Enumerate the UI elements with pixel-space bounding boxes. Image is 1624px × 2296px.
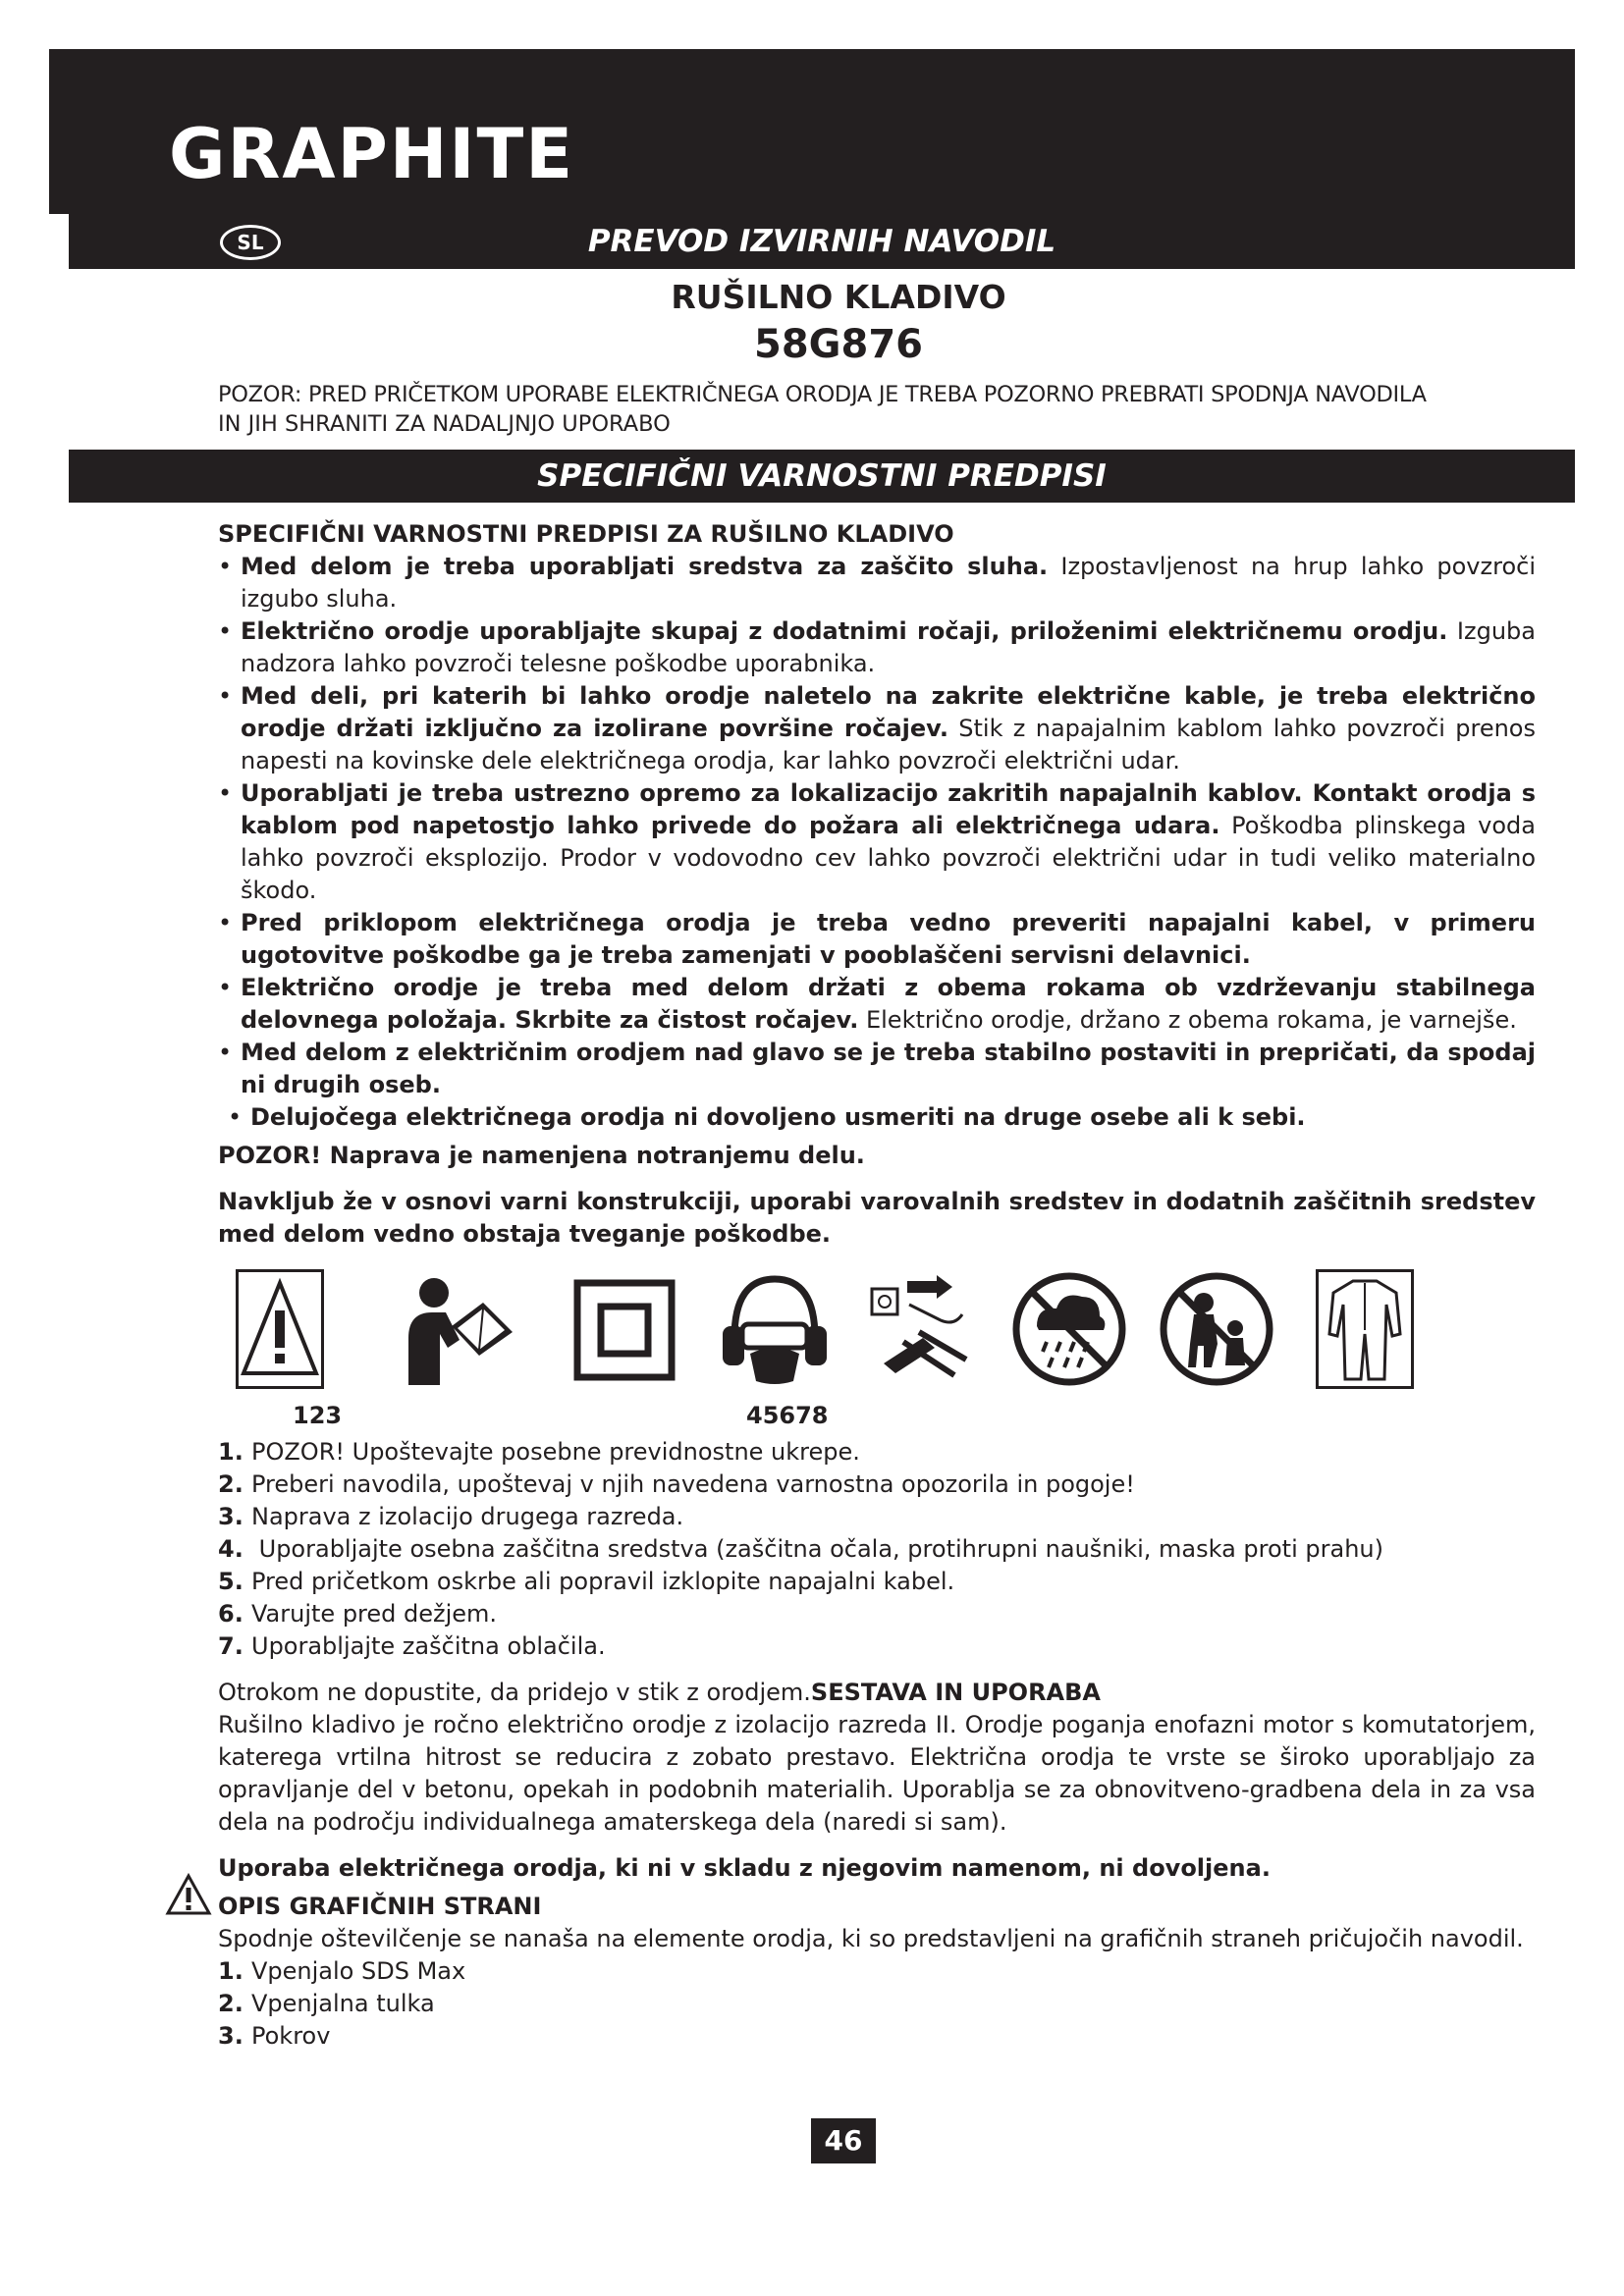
list-item: • Električno orodje uporabljajte skupaj z dodatnimi ročaji, priloženimi električnemu orodju. Izguba nadzora lahko povzroči telesne poškodbe uporabnika. [218, 617, 1536, 677]
misuse-warning: Uporaba električnega orodja, ki ni v skladu z njegovim namenom, ni dovoljena. [218, 1854, 1271, 1882]
symbols-legend [218, 1436, 1536, 1663]
list-item: 5. Pred pričetkom oskrbe ali popravil izklopite napajalni kabel. [218, 1568, 955, 1595]
warning-triangle-icon [165, 1873, 212, 1916]
list-item: 3. Pokrov [218, 2022, 331, 2050]
graphics-intro: Spodnje oštevilčenje se nanaša na elemente orodja, ki so predstavljeni na grafičnih straneh pričujočih navodil. [218, 1925, 1524, 1952]
list-item: 4. Uporabljajte osebna zaščitna sredstva (zaščitna očala, protihrupni naušniki, maska proti prahu) [218, 1535, 1383, 1563]
list-item: 3. Naprava z izolacijo drugega razreda. [218, 1503, 684, 1530]
language-badge [220, 225, 281, 260]
page-number: 46 [811, 2118, 876, 2163]
model-number: 58G876 [754, 322, 923, 367]
section-bar-translation [69, 214, 1575, 269]
safety-symbols [236, 1269, 1542, 1389]
symbols-group-1-label: 123 [293, 1402, 343, 1429]
product-name: RUŠILNO KLADIVO [671, 278, 1006, 316]
safety-heading: SPECIFIČNI VARNOSTNI PREDPISI ZA RUŠILNO KLADIVO [218, 520, 954, 548]
protective-gear-icon [717, 1269, 833, 1389]
list-item: 2. Vpenjalna tulka [218, 1990, 435, 2017]
list-item: • Med delom je treba uporabljati sredstva za zaščito sluha. Izpostavljenost na hrup lahko povzroči izgubo sluha. [218, 553, 1536, 613]
warning-line-1: POZOR: PRED PRIČETKOM UPORABE ELEKTRIČNEGA ORODJA JE TREBA POZORNO PREBRATI SPODNJA NAVODILA [218, 382, 1427, 407]
list-item: 6. Varujte pred dežjem. [218, 1600, 498, 1628]
graphics-heading: OPIS GRAFIČNIH STRANI [218, 1893, 542, 1920]
no-children-icon [1157, 1269, 1276, 1389]
children-note: Otrokom ne dopustite, da pridejo v stik z orodjem.SESTAVA IN UPORABA [218, 1679, 1101, 1706]
list-item: • Med delom z električnim orodjem nad glavo se je treba stabilno postaviti in prepričati, da spodaj ni drugih oseb. [218, 1039, 1536, 1098]
list-item: • Delujočega električnega orodja ni dovoljeno usmeriti na druge osebe ali k sebi. [228, 1103, 1306, 1131]
list-item: 1. Vpenjalo SDS Max [218, 1957, 466, 1985]
symbols-group-2-label: 45678 [746, 1402, 829, 1429]
indoor-use-note: POZOR! Naprava je namenjena notranjemu delu. [218, 1142, 865, 1169]
list-item: 7. Uporabljajte zaščitna oblačila. [218, 1632, 606, 1660]
list-item: • Med deli, pri katerih bi lahko orodje naletelo na zakrite električne kable, je treba električno orodje držati izključno za izolirane površine ročajev. Stik z napajalnim kablom lahko povzroči prenos napesti na kovinske dele električnega orodja, kar lahko povzroči električni udar. [218, 682, 1536, 774]
usage-section [218, 1677, 1536, 2053]
language-badge-label: SL [237, 231, 264, 254]
brand-logo: GRAPHITE [169, 114, 575, 194]
warning-triangle-icon [236, 1269, 324, 1389]
read-manual-icon [401, 1269, 514, 1389]
double-insulation-icon [569, 1269, 679, 1389]
protective-clothing-icon [1316, 1269, 1414, 1389]
unplug-before-service-icon [864, 1269, 984, 1389]
safety-section [218, 518, 1536, 1251]
usage-description: Rušilno kladivo je ročno električno orodje z izolacijo razreda II. Orodje poganja enofazni motor s komutatorjem, katerega vrtilna hitrost se reducira z zobato prestavo. Električna orodja te vrste se široko uporabljajo za opravljanje del v betonu, opekah in podobnih materialih. Uporablja se za obnovitveno-gradbena dela in za vsa dela na področju individualnega amaterskega dela (naredi si sam). [218, 1711, 1536, 1836]
list-item: 1. POZOR! Upoštevajte posebne previdnostne ukrepe. [218, 1438, 860, 1466]
section-bar-safety [69, 450, 1575, 503]
list-item: • Električno orodje je treba med delom držati z obema rokama ob vzdrževanju stabilnega delovnega položaja. Skrbite za čistost ročajev. Električno orodje, držano z obema rokama, je varnejše. [218, 974, 1536, 1034]
section-title: PREVOD IZVIRNIH NAVODIL [587, 224, 1056, 259]
list-item: • Uporabljati je treba ustrezno opremo za lokalizacijo zakritih napajalnih kablov. Kontakt orodja s kablom pod napetostjo lahko privede do požara ali električnega udara. Poškodba plinskega voda lahko povzroči eksplozijo. Prodor v vodovodno cev lahko povzroči električni udar in tudi veliko materialno škodo. [218, 779, 1536, 904]
list-item: • Pred priklopom električnega orodja je treba vedno preveriti napajalni kabel, v primeru ugotovitve poškodbe ga je treba zamenjati v pooblaščeni servisni delavnici. [218, 909, 1536, 969]
read-instructions-warning [218, 380, 1534, 439]
list-item: 2. Preberi navodila, upoštevaj v njih navedena varnostna opozorila in pogoje! [218, 1470, 1135, 1498]
warning-line-2: IN JIH SHRANITI ZA NADALJNJO UPORABO [218, 411, 671, 437]
safety-bar-title: SPECIFIČNI VARNOSTNI PREDPISI [537, 458, 1107, 494]
usage-heading: SESTAVA IN UPORABA [810, 1679, 1101, 1706]
residual-risk-note: Navkljub že v osnovi varni konstrukciji, uporabi varovalnih sredstev in dodatnih zaščitnih sredstev med delom vedno obstaja tveganje poškodbe. [218, 1188, 1536, 1248]
no-rain-icon [1009, 1269, 1129, 1389]
